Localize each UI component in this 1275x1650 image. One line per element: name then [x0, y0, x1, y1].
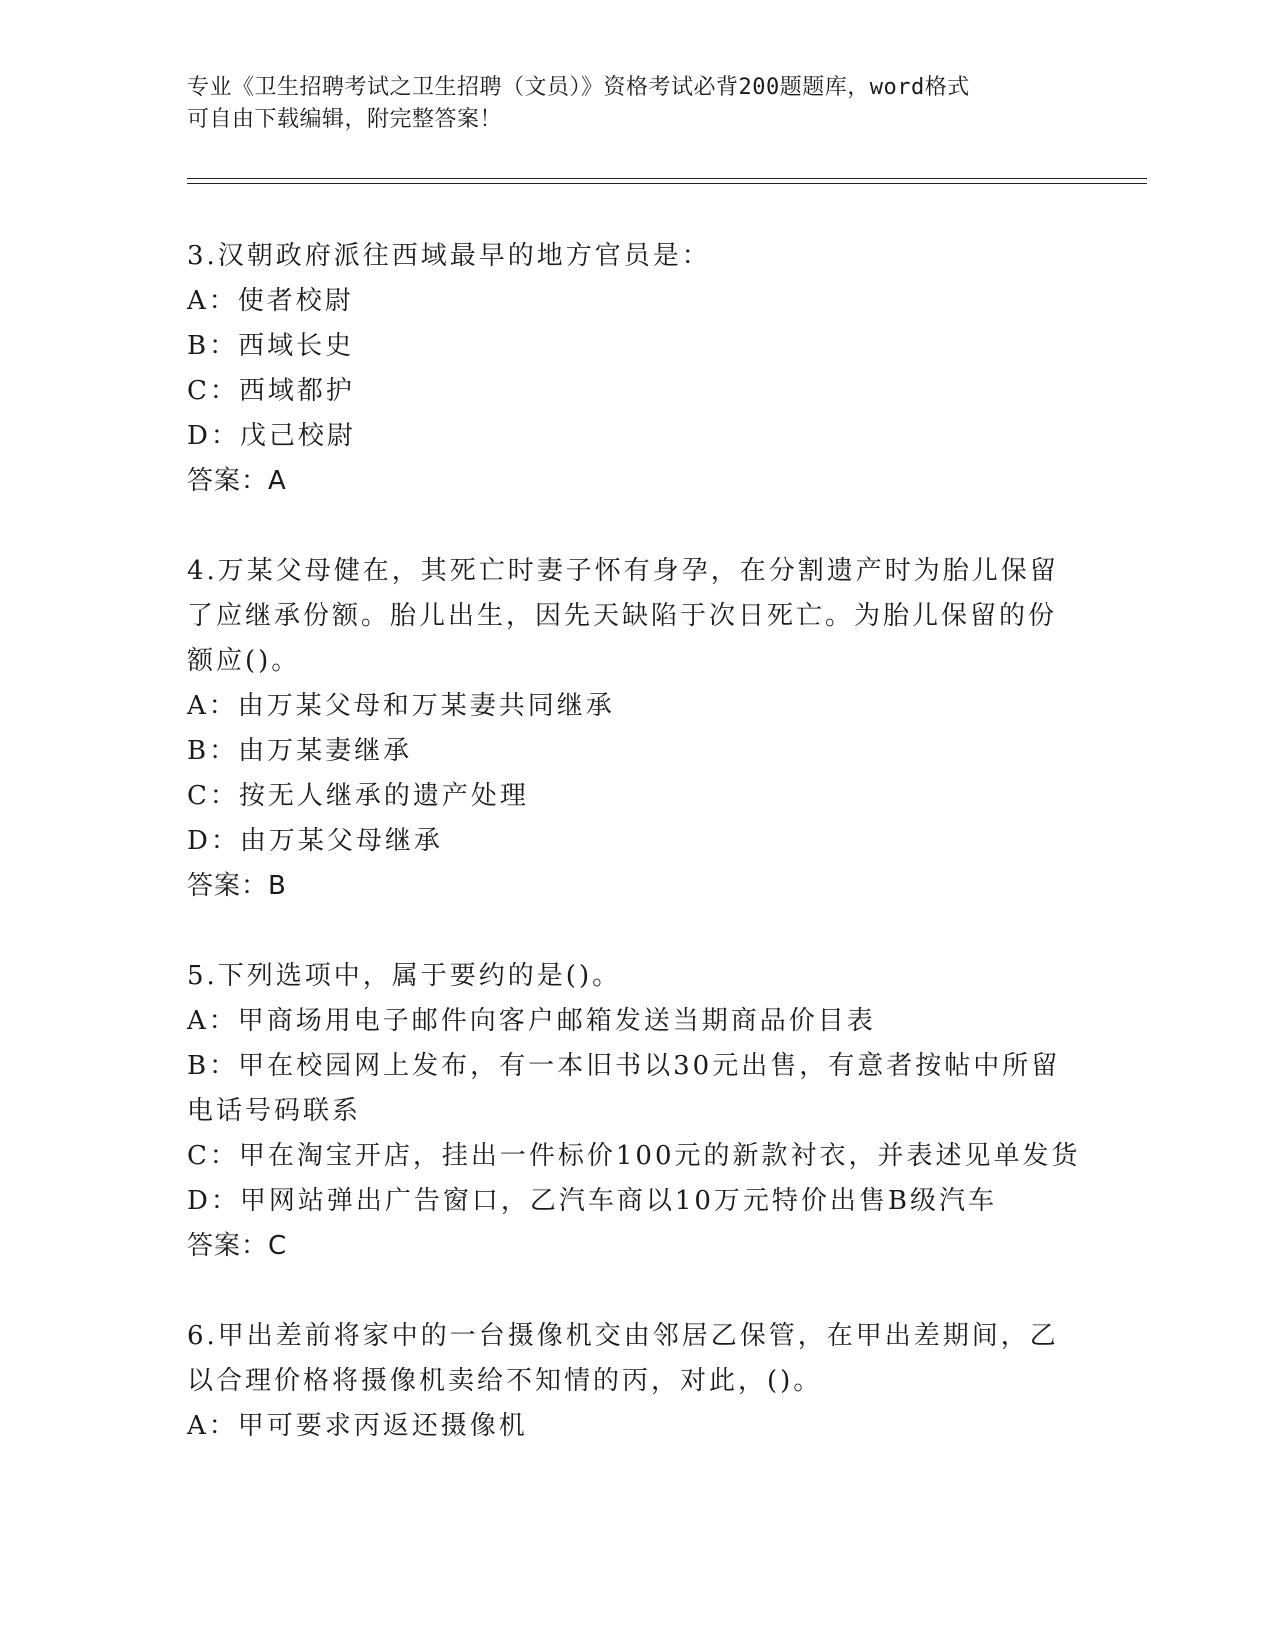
answer-option-line: B：由万某妻继承: [187, 736, 413, 766]
question-stem-line: 4.万某父母健在，其死亡时妻子怀有身孕，在分割遗产时为胎儿保留: [187, 556, 1059, 586]
document-header: [187, 72, 1067, 136]
answer-option-line: B：甲在校园网上发布，有一本旧书以30元出售，有意者按帖中所留: [187, 1051, 1061, 1081]
answer-option-line: D：甲网站弹出广告窗口，乙汽车商以10万元特价出售B级汽车: [187, 1186, 998, 1216]
question-block: [187, 549, 1087, 909]
header-divider-top: [187, 178, 1147, 179]
question-block: [187, 234, 1087, 504]
question-stem-line: 了应继承份额。胎儿出生，因先天缺陷于次日死亡。为胎儿保留的份: [187, 601, 1058, 631]
question-stem-line: 6.甲出差前将家中的一台摄像机交由邻居乙保管，在甲出差期间，乙: [187, 1321, 1059, 1351]
answer-option-line: A：甲商场用电子邮件向客户邮箱发送当期商品价目表: [187, 1006, 876, 1036]
question-block: [187, 1314, 1087, 1449]
header-line: 专业《卫生招聘考试之卫生招聘（文员）》资格考试必背200题题库，word格式: [187, 75, 970, 100]
question-list: [187, 234, 1087, 1494]
answer-option-line: D：戊己校尉: [187, 421, 356, 451]
question-stem-line: 额应()。: [187, 646, 301, 676]
answer-key: 答案：A: [187, 466, 287, 496]
question-stem-line: 以合理价格将摄像机卖给不知情的丙，对此，()。: [187, 1366, 823, 1396]
answer-option-line: 电话号码联系: [187, 1096, 362, 1126]
question-block: [187, 954, 1087, 1269]
header-line: 可自由下载编辑，附完整答案！: [187, 107, 503, 132]
header-divider-bottom: [187, 183, 1147, 184]
answer-option-line: C：甲在淘宝开店，挂出一件标价100元的新款衬衣，并表述见单发货: [187, 1141, 1081, 1171]
question-stem-line: 5.下列选项中，属于要约的是()。: [187, 961, 622, 991]
answer-key: 答案：B: [187, 871, 287, 901]
answer-option-line: A：由万某父母和万某妻共同继承: [187, 691, 615, 721]
answer-option-line: C：按无人继承的遗产处理: [187, 781, 529, 811]
answer-option-line: D：由万某父母继承: [187, 826, 443, 856]
answer-option-line: C：西域都护: [187, 376, 355, 406]
answer-option-line: B：西域长史: [187, 331, 355, 361]
answer-key: 答案：C: [187, 1231, 288, 1261]
question-stem-line: 3.汉朝政府派往西域最早的地方官员是：: [187, 241, 711, 271]
answer-option-line: A：使者校尉: [187, 286, 354, 316]
answer-option-line: A：甲可要求丙返还摄像机: [187, 1411, 528, 1441]
